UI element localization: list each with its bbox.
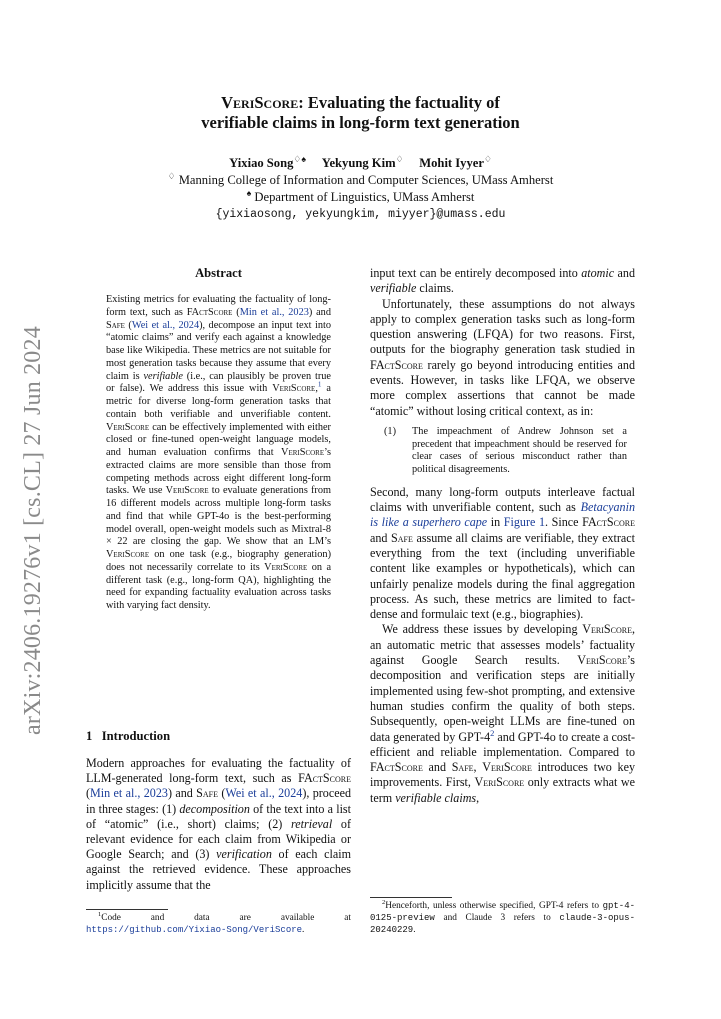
right-paragraph-0: input text can be entirely decomposed into atomic and verifiable claims. [370, 266, 635, 296]
section-heading-introduction: 1 Introduction [86, 729, 171, 743]
example-text: The impeachment of Andrew Johnson set a precedent that impeachment should be reserved for clear cases of serious misconduct rather than political disagreements. [412, 425, 627, 476]
github-link[interactable]: https://github.com/Yixiao-Song/VeriScore [86, 925, 303, 935]
affiliation-2-mark: ♠ [246, 187, 252, 198]
title-line2: verifiable claims in long-form text generation [201, 113, 520, 132]
author-1-marks: ♢♠ [293, 153, 307, 164]
title-line1: : Evaluating the factuality of [298, 93, 500, 112]
right-paragraph-3: We address these issues by developing VeriScore, an automatic metric that assesses models’ factuality against Google Search results. VeriScore’s decomposition and verification steps are initially implemented using few-shot prompting, and extensive human studies confirm the quality of both steps. Subsequently, open-weight LLMs are fine-tuned on data generated by GPT-$4^2$ and GPT-4o to create a cost-efficient and reliable implementation. Compared to FActScore and Safe, VeriScore introduces two key improvements. First, VeriScore only extracts what we term verifiable claims, [370, 622, 636, 805]
right-paragraph-1: Unfortunately, these assumptions do not always apply to complex generation tasks such as long-form question answering (LFQA) for two reasons. First, outputs for the biography generation task studied in FActScore rarely go beyond introducing entities and events. However, in tasks like LFQA, we observe more complex assertions that cannot be made “atomic” without losing critical context, as in: [370, 296, 635, 418]
affiliation-1: Manning College of Information and Computer Sciences, UMass Amherst [178, 173, 554, 187]
footnote-2-ref[interactable]: 2 [490, 727, 495, 738]
right-paragraph-2: Second, many long-form outputs interleave factual claims with unverifiable content, such as Betacyanin is like a superhero cape in Figure 1. Since FActScore and Safe assume all claims are verifiable, they extract everything from the text (including unverifiable content like examples or hypotheticals), which can unfairly penalize models during the final aggregation process. As such, these metrics are limited to fact-dense and formulaic text (e.g., biographies). [370, 484, 635, 622]
affiliation-1-mark: ♢ [167, 170, 176, 181]
footnote-2: $^2$Henceforth, unless otherwise specified, GPT-4 refers to gpt-4-0125-preview and Claude 3 refers to claude-3-opus-20240229. [370, 898, 635, 935]
paper-title [0, 93, 721, 133]
author-3-marks: ♢ [483, 153, 492, 164]
intro-citation-wei-2024[interactable]: Wei et al., 2024 [225, 786, 303, 801]
author-3: Mohit Iyyer [419, 156, 484, 170]
example-1 [370, 426, 635, 477]
arxiv-stamp: arXiv:2406.19276v1 [cs.CL] 27 Jun 2024 [20, 326, 46, 735]
abstract-heading: Abstract [195, 266, 242, 280]
author-1: Yixiao Song [229, 156, 294, 170]
intro-paragraph: Modern approaches for evaluating the factuality of LLM-generated long-form text, such as FActScore (Min et al., 2023) and Safe (Wei et al., 2024), proceed in three stages: (1) decomposition of the text into a list of “atomic” (i.e., short) claims; (2) retrieval of relevant evidence for each claim from Wikipedia or Google Search; and (3) verification of each claim against the retrieved evidence. These approaches implicitly assume that the [86, 756, 352, 892]
example-number: (1) [384, 425, 397, 437]
affiliation-2: Department of Linguistics, UMass Amherst [254, 190, 475, 204]
footnote-1: $^1$Code and data are available at https://github.com/Yixiao-Song/VeriScore. [86, 910, 351, 935]
citation-wei-2024[interactable]: Wei et al., 2024 [131, 319, 200, 331]
author-block [0, 155, 721, 223]
footnote-rule-left [86, 909, 168, 910]
author-2-marks: ♢ [395, 153, 404, 164]
intro-citation-min-2023[interactable]: Min et al., 2023 [90, 786, 168, 801]
author-emails: {yixiaosong, yekyungkim, miyyer}@umass.edu [215, 208, 506, 221]
author-2: Yekyung Kim [321, 156, 396, 170]
figure-1-link[interactable]: Figure 1 [503, 515, 546, 530]
footnote-rule-right [370, 897, 452, 898]
title-metric-name: VeriScore [221, 93, 299, 112]
right-column-body [370, 266, 635, 806]
citation-min-2023[interactable]: Min et al., 2023 [239, 306, 309, 318]
footnote-1-ref[interactable]: 1 [317, 380, 322, 389]
abstract-body: Existing metrics for evaluating the factuality of long-form text, such as FActScore (Min et al., 2023) and Safe (Wei et al., 2024), decompose an input text into “atomic claims” and verify each against a knowledge base like Wikipedia. These metrics are not suitable for most generation tasks because they assume that every claim is verifiable (i.e., can plausibly be proven true or false). We address this issue with VeriScore,$^1$ a metric for diverse long-form generation tasks that contain both verifiable and unverifiable content. VeriScore can be effectively implemented with either closed or fine-tuned open-weight language models, and human evaluation confirms that VeriScore’s extracted claims are more sensible than those from competing methods across eight different long-form tasks. We use VeriScore to evaluate generations from 16 different models across multiple long-form tasks and find that while GPT-4o is the best-performing model overall, open-weight models such as Mixtral-8 × 22 are closing the gap. We show that an LM’s VeriScore on one task (e.g., biography generation) does not necessarily correlate to its VeriScore on a different task (e.g., long-form QA), highlighting the need for expanding factuality evaluation across tasks with varying fact density. [106, 294, 332, 611]
